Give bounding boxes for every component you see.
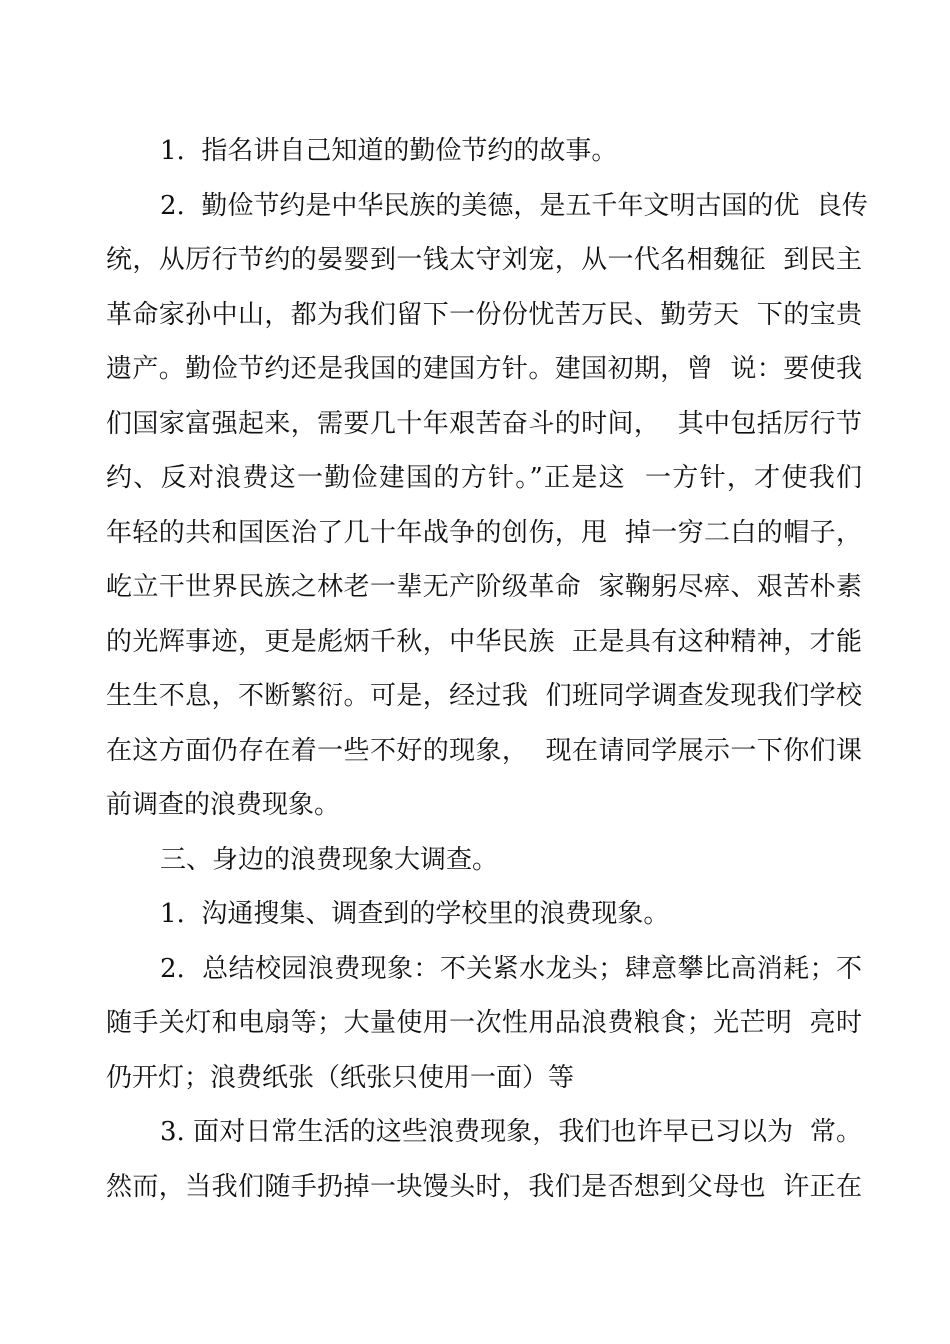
paragraph-5 — [106, 942, 862, 1106]
paragraph-3 — [106, 833, 862, 888]
section-heading: 三、身边的浪费现象大调查。 — [160, 844, 499, 875]
text-line: 统，从厉行节约的晏婴到一钱太守刘宠，从一代名相魏征 到民主 — [106, 245, 862, 275]
text-line: 在这方面仍存在着一些不好的现象， 现在请同学展示一下你们课 — [106, 735, 862, 766]
document-body — [106, 124, 868, 1214]
paragraph-6 — [106, 1105, 862, 1214]
text-line: 2. 勤俭节约是中华民族的美德，是五千年文明古国的优 良传 — [160, 190, 868, 221]
text-line: 1. 指名讲自己知道的勤俭节约的故事。 — [160, 136, 618, 166]
text-line: 1. 沟通搜集、调查到的学校里的浪费现象。 — [160, 899, 670, 929]
text-line: 然而，当我们随手扔掉一块馒头时，我们是否想到父母也 许正在 — [106, 1171, 862, 1202]
text-line: 随手关灯和电扇等；大量使用一次性用品浪费粮食；光芒明 亮时 — [106, 1008, 862, 1038]
text-line: 遗产。勤俭节约还是我国的建国方针。建国初期，曾 说：要使我 — [106, 354, 862, 384]
text-line: 的光辉事迹，更是彪炳千秋，中华民族 正是具有这种精神，才能 — [106, 626, 862, 657]
text-line: 约、反对浪费这一勤俭建国的方针。”正是这 一方针，才使我们 — [106, 463, 862, 493]
text-line: 生生不息，不断繁衍。可是，经过我 们班同学调查发现我们学校 — [106, 681, 862, 711]
paragraph-1 — [106, 124, 862, 179]
text-line: 前调查的浪费现象。 — [106, 790, 341, 820]
text-line: 革命家孙中山，都为我们留下一份份忧苦万民、勤劳天 下的宝贵 — [106, 299, 862, 330]
paragraph-2 — [106, 179, 868, 833]
text-line: 们国家富强起来，需要几十年艰苦奋斗的时间， 其中包括厉行节 — [106, 408, 862, 439]
text-line: 3. 面对日常生活的这些浪费现象，我们也许早已习以为 常。 — [160, 1117, 862, 1147]
text-line: 屹立干世界民族之林老一辈无产阶级革命 家鞠躬尽瘁、艰苦朴素 — [106, 572, 862, 602]
text-line: 年轻的共和国医治了几十年战争的创伤，甩 掉一穷二白的帽子， — [106, 517, 862, 548]
paragraph-4 — [106, 887, 862, 942]
text-line: 2. 总结校园浪费现象：不关紧水龙头；肆意攀比高消耗；不 — [160, 953, 862, 984]
text-line: 仍开灯；浪费纸张（纸张只使用一面）等 — [106, 1062, 575, 1093]
